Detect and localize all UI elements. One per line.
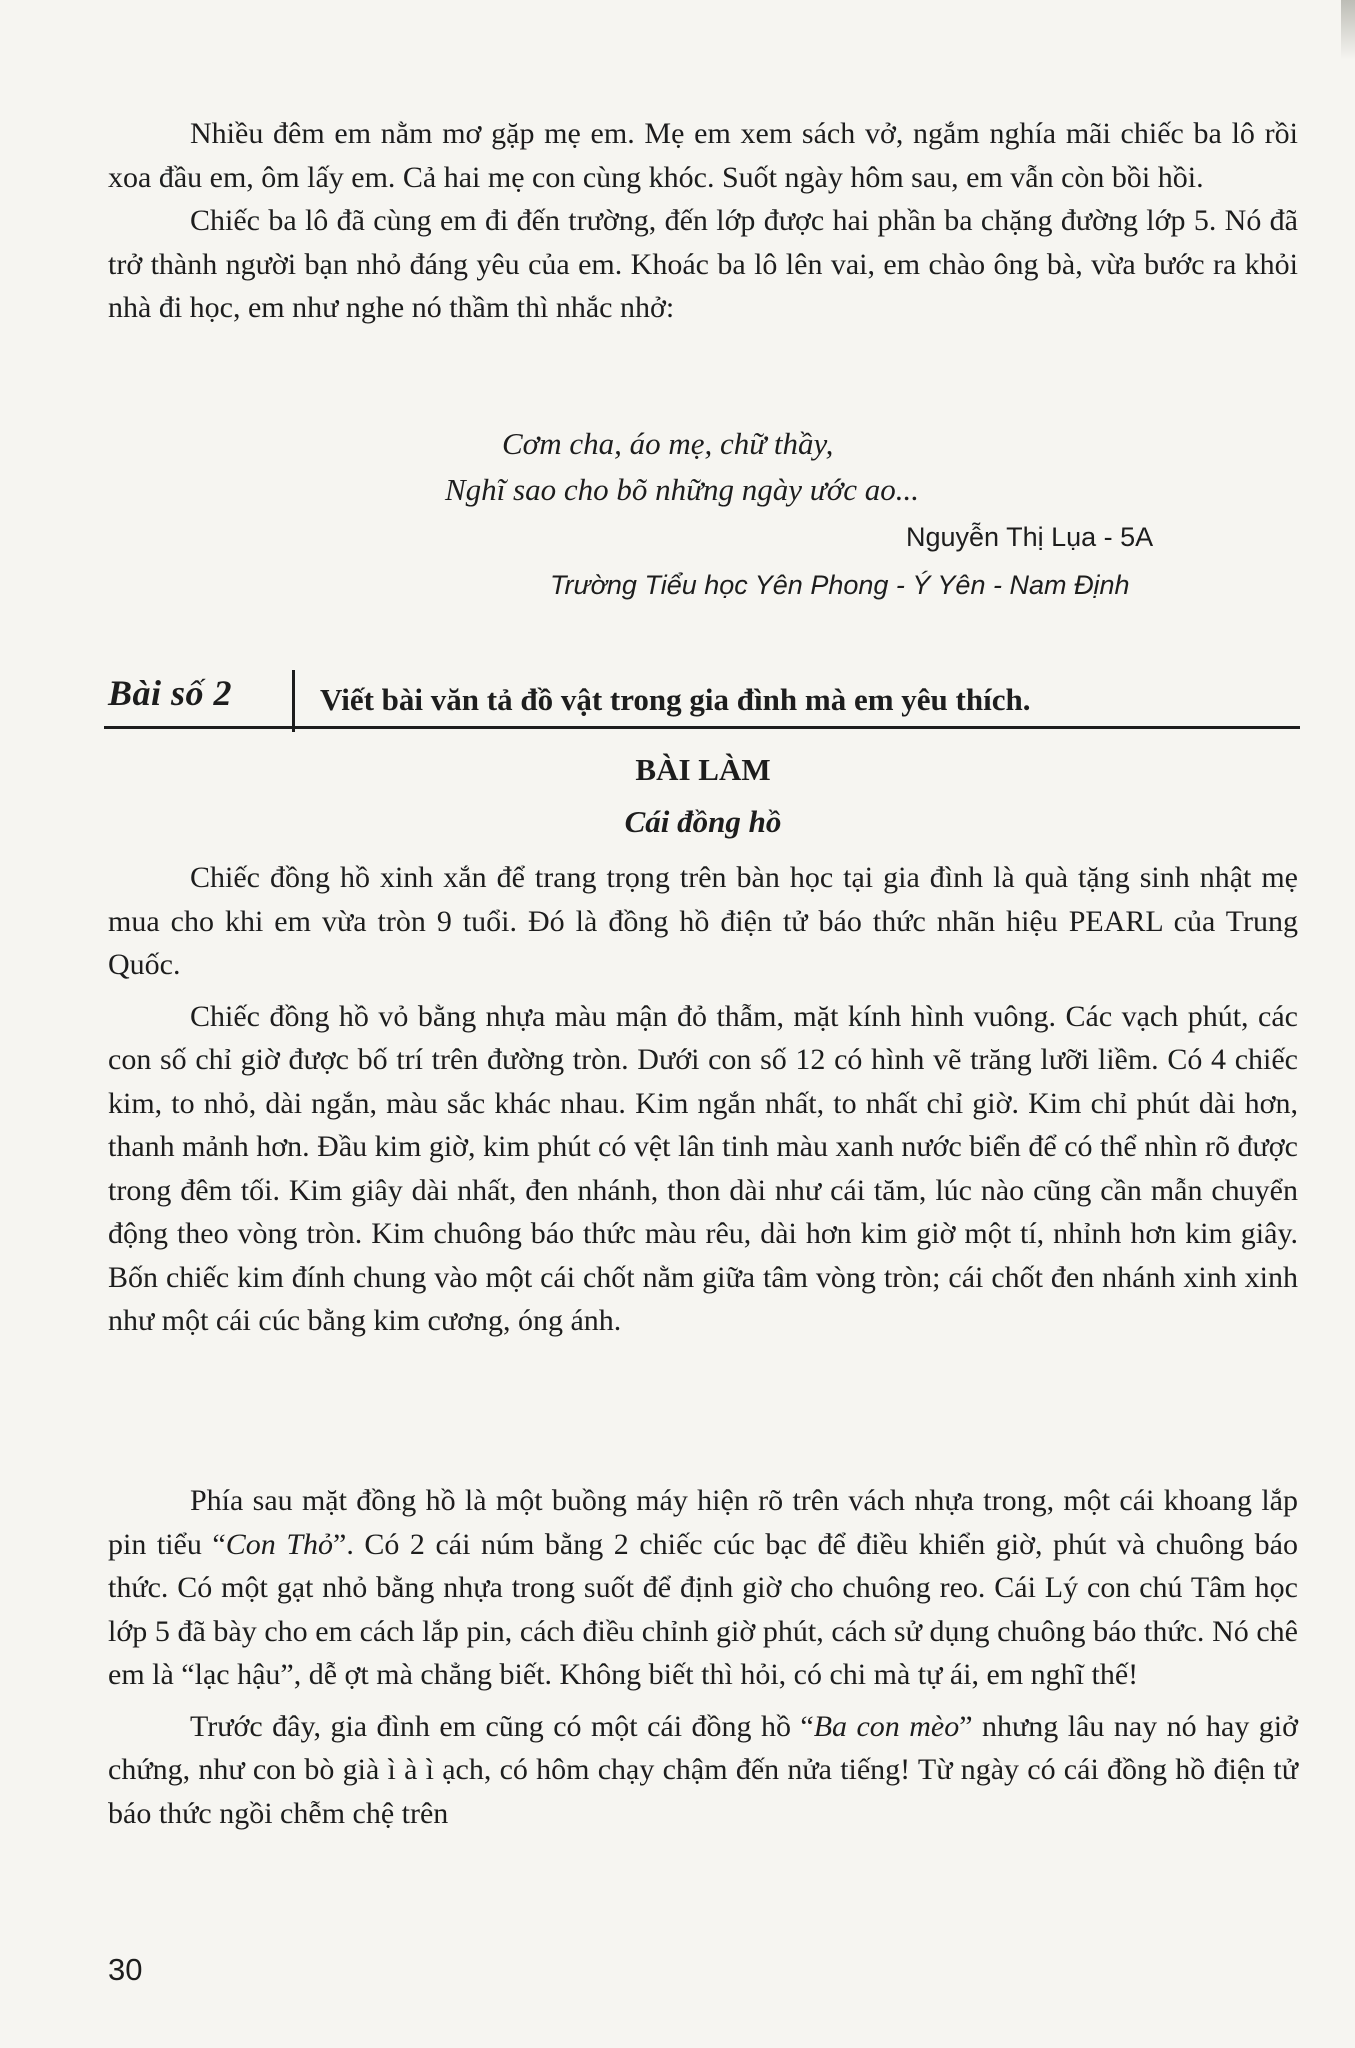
essay-body-2: [108, 1479, 1298, 1835]
top-text-block: [108, 112, 1298, 330]
exercise-label: Bài số 2: [108, 673, 233, 713]
essay-paragraph-1: Chiếc đồng hồ xinh xắn để trang trọng trên bàn học tại gia đình là quà tặng sinh nhật mẹ mua cho khi em vừa tròn 9 tuổi. Đó là đồng hồ điện tử báo thức nhãn hiệu PEARL của Trung Quốc.: [108, 861, 1298, 981]
heading-divider: [292, 670, 295, 732]
paragraph-dream: Nhiều đêm em nằm mơ gặp mẹ em. Mẹ em xem sách vở, ngắm nghía mãi chiếc ba lô rồi xoa đầu em, ôm lấy em. Cả hai mẹ con cùng khóc. Suốt ngày hôm sau, em vẫn còn bồi hồi.: [108, 117, 1298, 194]
page-number: 30: [108, 1952, 143, 1987]
heading-rule: [104, 726, 1300, 729]
paragraph-backpack: Chiếc ba lô đã cùng em đi đến trường, đến lớp được hai phần ba chặng đường lớp 5. Nó đã trở thành người bạn nhỏ đáng yêu của em. Khoác ba lô lên vai, em chào ông bà, vừa bước ra khỏi nhà đi học, em như nghe nó thầm thì nhắc nhở:: [108, 204, 1298, 324]
essay-paragraph-4: Trước đây, gia đình em cũng có một cái đồng hồ “Ba con mèo” nhưng lâu nay nó hay giở chứng, như con bò già ì à ì ạch, có hôm chạy chậm đến nửa tiếng! Từ ngày có cái đồng hồ điện tử báo thức ngồi chễm chệ trên: [108, 1709, 1298, 1830]
exercise-task: Viết bài văn tả đồ vật trong gia đình mà em yêu thích.: [320, 682, 1031, 717]
essay-title: Cái đồng hồ: [624, 804, 782, 839]
poem-line-1: Cơm cha, áo mẹ, chữ thầy,: [502, 426, 834, 461]
brand-con-tho: Con Thỏ: [225, 1527, 333, 1561]
brand-ba-con-meo: Ba con mèo: [813, 1709, 960, 1743]
essay-body-1: [108, 856, 1298, 1343]
essay-paragraph-3: Phía sau mặt đồng hồ là một buồng máy hiện rõ trên vách nhựa trong, một cái khoang lắp pin tiểu “Con Thỏ”. Có 2 cái núm bằng 2 chiếc cúc bạc để điều khiển giờ, phút và chuông báo thức. Có một gạt nhỏ bằng nhựa trong suốt để định giờ cho chuông reo. Cái Lý con chú Tâm học lớp 5 đã bày cho em cách lắp pin, cách điều chỉnh giờ phút, cách sử dụng chuông báo thức. Nó chê em là “lạc hậu”, dễ ợt mà chẳng biết. Không biết thì hỏi, có chi mà tự ái, em nghĩ thế!: [108, 1484, 1298, 1691]
school-name: Trường Tiểu học Yên Phong - Ý Yên - Nam Định: [550, 570, 1130, 600]
page-edge-shadow: [1341, 0, 1355, 60]
essay-heading: BÀI LÀM: [635, 752, 771, 787]
author-name: Nguyễn Thị Lụa - 5A: [906, 522, 1154, 552]
essay-paragraph-2: Chiếc đồng hồ vỏ bằng nhựa màu mận đỏ thẫm, mặt kính hình vuông. Các vạch phút, các con số chỉ giờ được bố trí trên đường tròn. Dưới con số 12 có hình vẽ trăng lưỡi liềm. Có 4 chiếc kim, to nhỏ, dài ngắn, màu sắc khác nhau. Kim ngắn nhất, to nhất chỉ giờ. Kim chỉ phút dài hơn, thanh mảnh hơn. Đầu kim giờ, kim phút có vệt lân tinh màu xanh nước biển để có thể nhìn rõ được trong đêm tối. Kim giây dài nhất, đen nhánh, thon dài như cái tăm, lúc nào cũng cần mẫn chuyển động theo vòng tròn. Kim chuông báo thức màu rêu, dài hơn kim giờ một tí, nhỉnh hơn kim giây. Bốn chiếc kim đính chung vào một cái chốt nằm giữa tâm vòng tròn; cái chốt đen nhánh xinh xinh như một cái cúc bằng kim cương, óng ánh.: [108, 999, 1298, 1337]
poem-line-2: Nghĩ sao cho bõ những ngày ước ao...: [445, 472, 919, 507]
